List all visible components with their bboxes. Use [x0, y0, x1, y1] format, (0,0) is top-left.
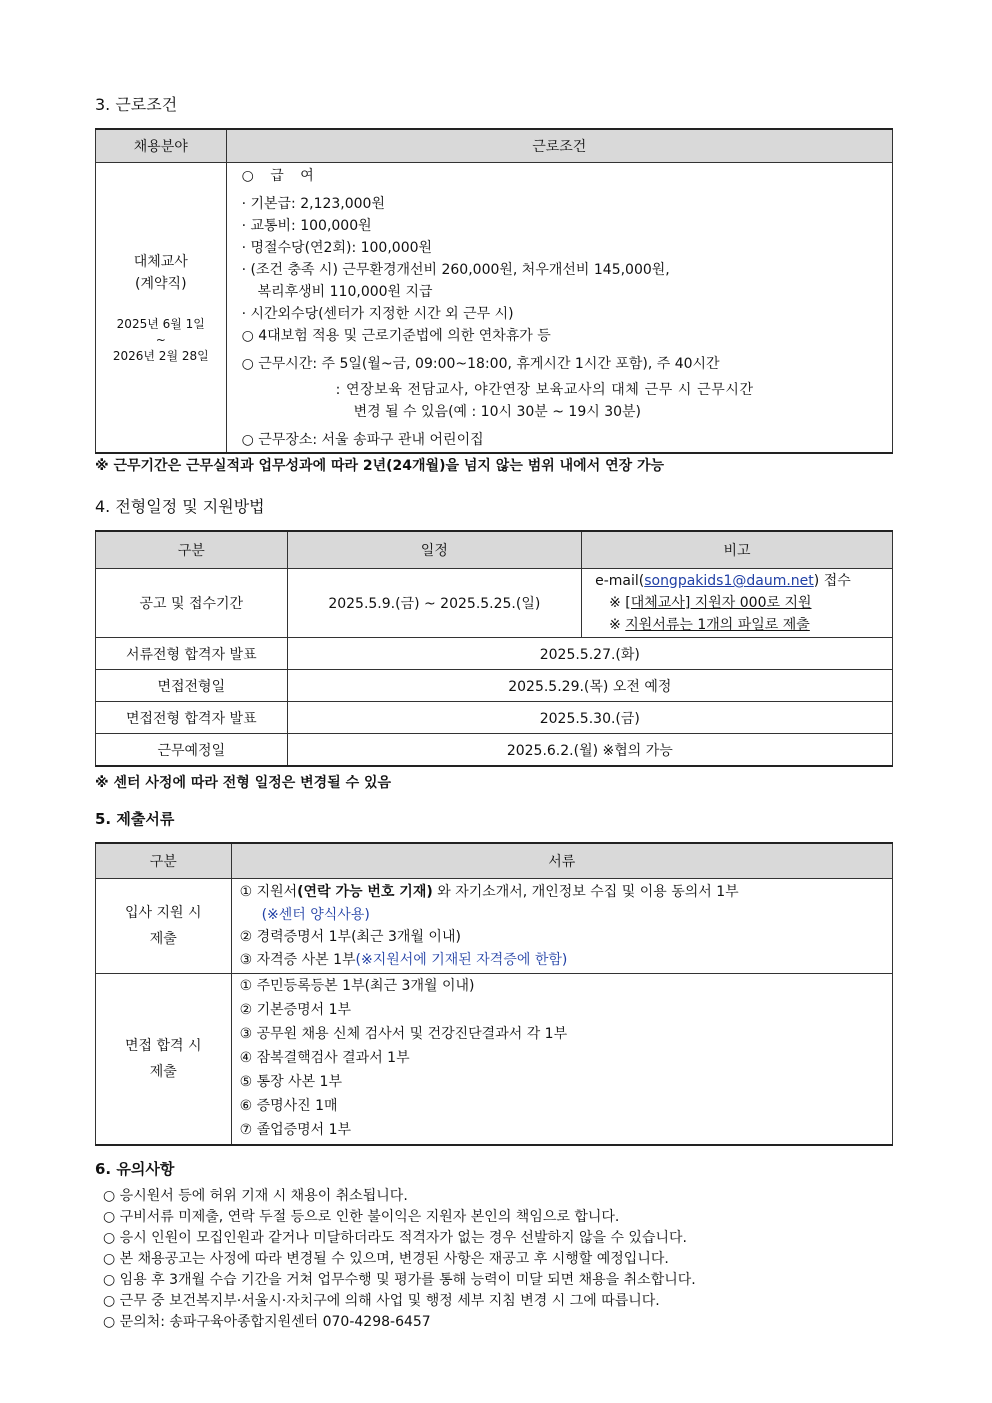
schedule-footnote: ※ 센터 사정에 따라 전형 일정은 변경될 수 있음 — [95, 775, 392, 791]
schedule-row — [96, 638, 893, 670]
role-cell — [96, 163, 227, 454]
row-date: 2025.5.29.(목) 오전 예정 — [287, 670, 892, 702]
email-line: e-mail(songpakids1@daum.net) 접수 — [595, 573, 851, 589]
doc-item: ① 지원서(연락 가능 번호 기재) 와 자기소개서, 개인정보 수집 및 이용 동의서 1부 — [239, 884, 739, 900]
row-label: 공고 및 접수기간 — [96, 569, 288, 638]
col-header-category: 구분 — [96, 843, 232, 879]
section-title-schedule: 4. 전형일정 및 지원방법 — [95, 497, 265, 516]
remarks-cell — [582, 569, 893, 638]
period-sep: ~ — [155, 332, 166, 347]
period-start: 2025년 6월 1일 — [116, 316, 205, 331]
group-label-application: 입사 지원 시 제출 — [96, 879, 232, 974]
salary-item: 복리후생비 110,000원 지급 — [257, 284, 433, 300]
section-title-documents: 5. 제출서류 — [95, 810, 175, 828]
section-title-cautions: 6. 유의사항 — [95, 1160, 175, 1178]
period-end: 2026년 2월 28일 — [112, 348, 209, 363]
doc-item: ⑦ 졸업증명서 1부 — [239, 1122, 352, 1138]
row-date: 2025.6.2.(월) ※협의 가능 — [287, 734, 892, 767]
doc-item-note: (※센터 양식사용) — [261, 906, 370, 923]
doc-item: ① 주민등록등본 1부(최근 3개월 이내) — [239, 978, 475, 994]
role-type: (계약직) — [135, 275, 187, 292]
salary-item: · 교통비: 100,000원 — [241, 218, 372, 234]
row-label: 근무예정일 — [96, 734, 288, 767]
row-label: 면접전형일 — [96, 670, 288, 702]
doc-item: ③ 자격증 사본 1부(※지원서에 기재된 자격증에 한함) — [239, 951, 568, 968]
schedule-row — [96, 702, 893, 734]
caution-item: ○ 문의처: 송파구육아종합지원센터 070-4298-6457 — [103, 1314, 431, 1330]
group-items-interview — [231, 974, 892, 1146]
col-header-date: 일정 — [287, 531, 581, 569]
row-label: 면접전형 합격자 발표 — [96, 702, 288, 734]
schedule-row — [96, 569, 893, 638]
salary-item: · 기본급: 2,123,000원 — [241, 196, 385, 212]
caution-item: ○ 응시 인원이 모집인원과 같거나 미달하더라도 적격자가 없는 경우 선발하지 않을 수 있습니다. — [103, 1230, 687, 1246]
doc-item: ⑥ 증명사진 1매 — [239, 1098, 338, 1114]
documents-table — [95, 842, 893, 1146]
row-date: 2025.5.27.(화) — [287, 638, 892, 670]
row-date: 2025.5.9.(금) ~ 2025.5.25.(일) — [287, 569, 581, 638]
work-conditions-table — [95, 128, 893, 454]
section-title-work-conditions: 3. 근로조건 — [95, 95, 178, 114]
salary-heading: ○ 급 여 — [241, 168, 314, 184]
col-header-field: 채용분야 — [96, 129, 227, 163]
doc-item: ② 기본증명서 1부 — [239, 1002, 352, 1018]
group-items-application — [231, 879, 892, 974]
col-header-conditions: 근로조건 — [226, 129, 892, 163]
remark-note-1: ※ [대체교사] 지원자 000로 지원 — [609, 595, 812, 611]
doc-item: ④ 잠복결핵검사 결과서 1부 — [239, 1050, 410, 1066]
schedule-row — [96, 670, 893, 702]
schedule-row — [96, 734, 893, 767]
group-label-interview: 면접 합격 시 제출 — [96, 974, 232, 1146]
conditions-cell — [226, 163, 892, 454]
work-period-footnote: ※ 근무기간은 근무실적과 업무성과에 따라 2년(24개월)을 넘지 않는 범위 내에서 연장 가능 — [95, 458, 665, 474]
col-header-documents: 서류 — [231, 843, 892, 879]
caution-item: ○ 구비서류 미제출, 연락 두절 등으로 인한 불이익은 지원자 본인의 책임으로 합니다. — [103, 1209, 620, 1225]
salary-item: · (조건 충족 시) 근무환경개선비 260,000원, 처우개선비 145,000원, — [241, 262, 670, 278]
caution-item: ○ 임용 후 3개월 수습 기간을 거쳐 업무수행 및 평가를 통해 능력이 미달 되면 채용을 취소합니다. — [103, 1272, 696, 1288]
schedule-table — [95, 530, 893, 767]
col-header-remarks: 비고 — [582, 531, 893, 569]
email-link[interactable]: songpakids1@daum.net — [644, 573, 814, 589]
role-name: 대체교사 — [133, 253, 188, 270]
insurance-text: ○ 4대보험 적용 및 근로기준법에 의한 연차휴가 등 — [241, 328, 551, 344]
col-header-category: 구분 — [96, 531, 288, 569]
caution-item: ○ 근무 중 보건복지부·서울시·자치구에 의해 사업 및 행정 세부 지침 변경 시 그에 따릅니다. — [103, 1293, 660, 1309]
salary-item: · 명절수당(연2회): 100,000원 — [241, 240, 433, 256]
doc-item: ⑤ 통장 사본 1부 — [239, 1074, 342, 1090]
work-hours-text: ○ 근무시간: 주 5일(월~금, 09:00~18:00, 휴게시간 1시간 포함), 주 40시간 — [241, 356, 720, 372]
doc-item: ② 경력증명서 1부(최근 3개월 이내) — [239, 929, 461, 945]
work-hours-note: : 연장보육 전담교사, 야간연장 보육교사의 대체 근무 시 근무시간 — [335, 382, 754, 398]
row-label: 서류전형 합격자 발표 — [96, 638, 288, 670]
row-date: 2025.5.30.(금) — [287, 702, 892, 734]
doc-item: ③ 공무원 채용 신체 검사서 및 건강진단결과서 각 1부 — [239, 1026, 568, 1042]
caution-item: ○ 본 채용공고는 사정에 따라 변경될 수 있으며, 변경된 사항은 재공고 후 시행할 예정입니다. — [103, 1251, 669, 1267]
remark-note-2: ※ 지원서류는 1개의 파일로 제출 — [609, 617, 810, 633]
work-hours-note: 변경 될 수 있음(예 : 10시 30분 ~ 19시 30분) — [353, 404, 642, 420]
salary-item: · 시간외수당(센터가 지정한 시간 외 근무 시) — [241, 306, 514, 322]
caution-item: ○ 응시원서 등에 허위 기재 시 채용이 취소됩니다. — [103, 1188, 408, 1204]
work-place-text: ○ 근무장소: 서울 송파구 관내 어린이집 — [241, 432, 484, 448]
